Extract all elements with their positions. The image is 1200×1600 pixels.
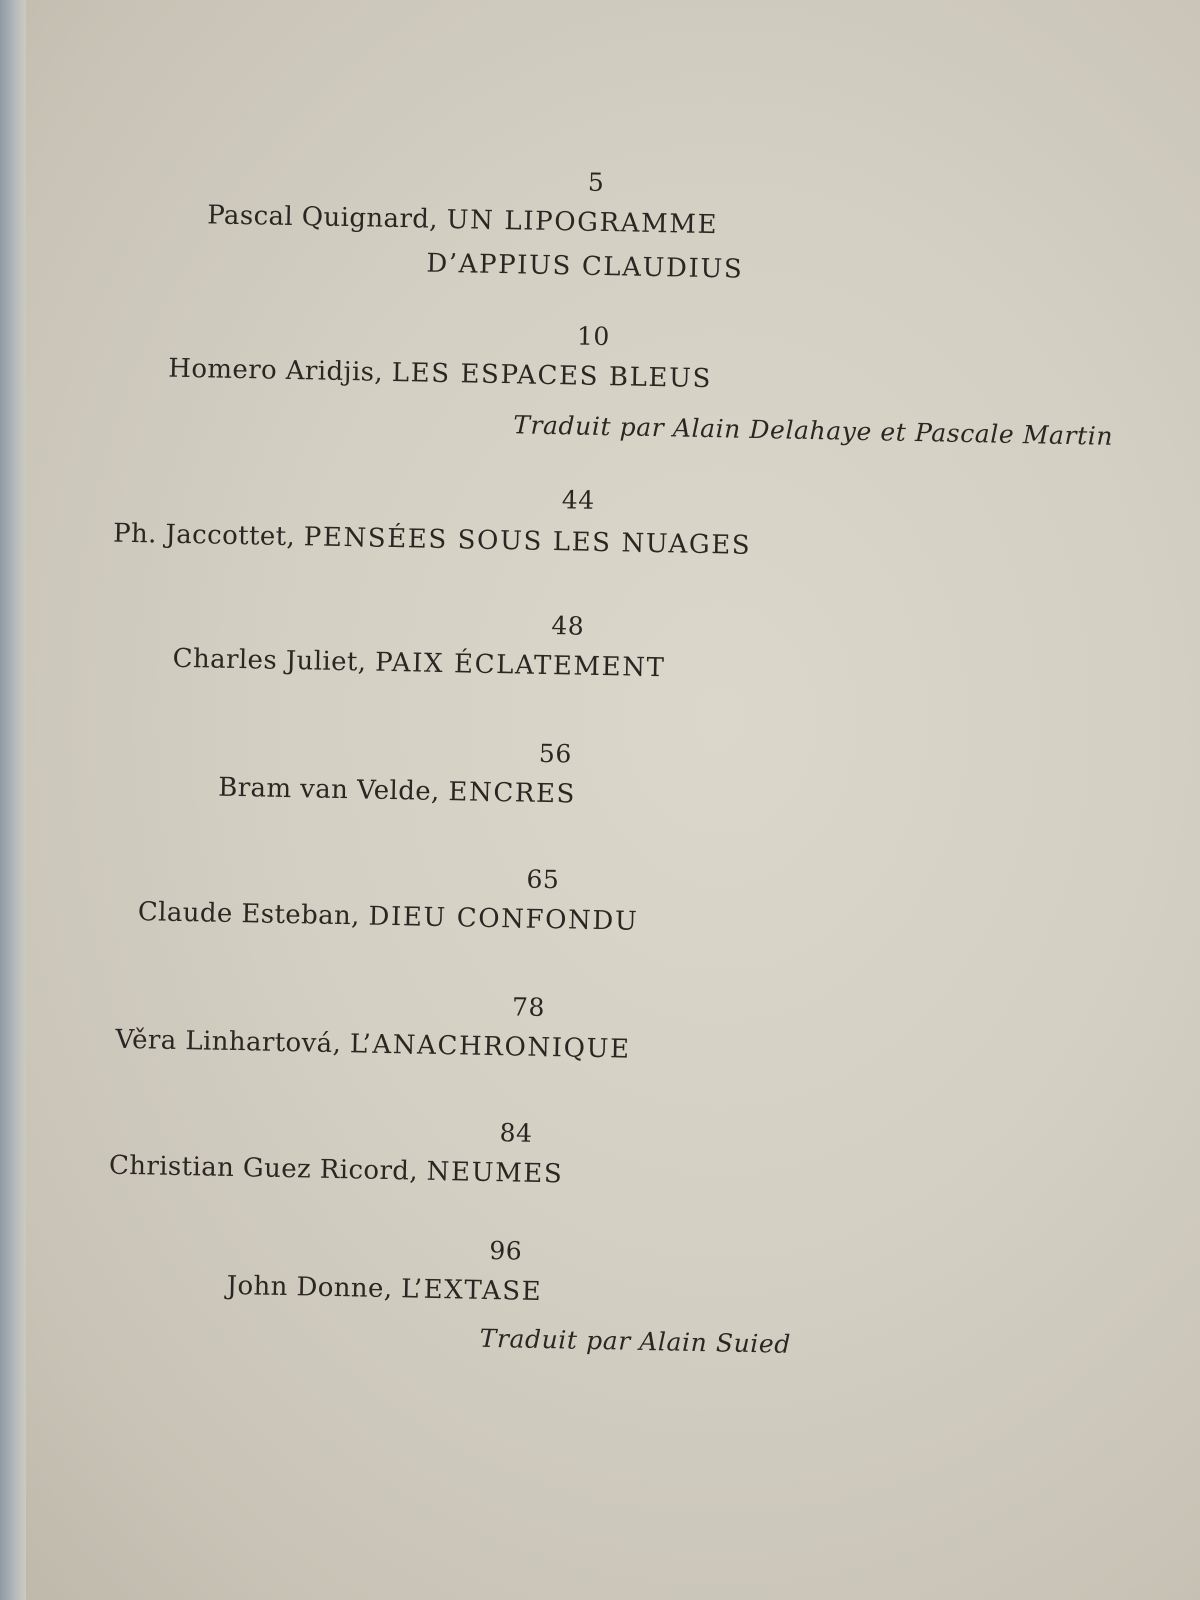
work-title: NEUMES	[426, 1156, 564, 1190]
work-title: L’ANACHRONIQUE	[349, 1029, 631, 1065]
translator-credit: Traduit par Alain Suied	[479, 1323, 792, 1359]
work-title: LES ESPACES BLEUS	[391, 357, 713, 395]
entry-line	[207, 200, 718, 240]
work-title: UN LIPOGRAMME	[446, 204, 719, 241]
entry-line	[226, 1271, 542, 1307]
page-number: 84	[499, 1118, 533, 1148]
entry-line	[138, 897, 639, 937]
author-name: Charles Juliet,	[172, 643, 367, 678]
page-number: 65	[526, 864, 560, 895]
author-name: Pascal Quignard,	[206, 200, 439, 235]
page-number: 78	[511, 992, 546, 1022]
author-name: Homero Aridjis,	[167, 353, 384, 388]
work-title: DIEU CONFONDU	[368, 901, 639, 937]
entry-line	[168, 354, 712, 394]
page-number: 56	[538, 738, 573, 769]
page-number: 48	[551, 611, 585, 641]
work-title-continued: D’APPIUS CLAUDIUS	[426, 248, 744, 285]
page-number: 44	[561, 485, 595, 515]
author-name: Věra Linhartová,	[115, 1024, 342, 1060]
author-name: John Donne,	[226, 1270, 393, 1305]
entry-line	[109, 1151, 564, 1190]
page-number: 5	[587, 167, 605, 197]
author-name: Christian Guez Ricord,	[108, 1150, 419, 1187]
author-name: Ph. Jaccottet,	[112, 518, 296, 553]
translator-credit: Traduit par Alain Delahaye et Pascale Martin	[512, 410, 1114, 451]
work-title: PENSÉES SOUS LES NUAGES	[303, 522, 752, 561]
work-title: ENCRES	[448, 777, 577, 810]
page-number: 96	[489, 1235, 523, 1266]
page-number: 10	[576, 321, 611, 352]
entry-line	[113, 519, 752, 561]
author-name: Bram van Velde,	[217, 772, 441, 807]
entry-line	[115, 1025, 631, 1065]
entry-line	[218, 773, 576, 810]
work-title: PAIX ÉCLATEMENT	[374, 647, 666, 684]
author-name: Claude Esteban,	[137, 897, 361, 932]
work-title: L’EXTASE	[400, 1274, 543, 1307]
entry-line	[172, 644, 665, 683]
